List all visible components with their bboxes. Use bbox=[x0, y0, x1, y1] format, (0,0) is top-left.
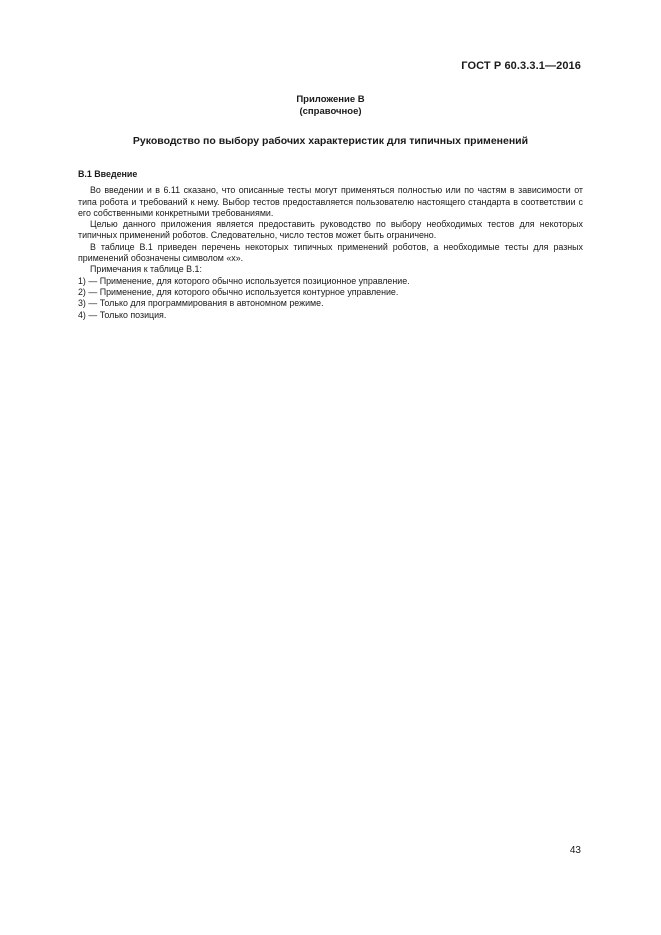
paragraph: Во введении и в 6.11 сказано, что описанные тесты могут применяться полностью или по частям в зависимости от типа робота и требований к нему. Выбор тестов предоставляется пользователю настоящего стандарта в соответствии с его собственными конкретными требованиями. bbox=[78, 185, 583, 218]
standard-code: ГОСТ Р 60.3.3.1—2016 bbox=[461, 60, 581, 72]
note-item: 2) — Применение, для которого обычно используется контурное управление. bbox=[78, 286, 399, 297]
note-item: 1) — Применение, для которого обычно используется позиционное управление. bbox=[78, 275, 410, 286]
paragraph: В таблице В.1 приведен перечень некоторых типичных применений роботов, а необходимые тесты для разных применений обозначены символом «х». bbox=[78, 241, 583, 264]
annex-heading bbox=[0, 94, 661, 118]
note-item: 4) — Только позиция. bbox=[78, 309, 167, 320]
section-heading: В.1 Введение bbox=[78, 169, 138, 179]
section-content bbox=[78, 169, 583, 321]
notes-intro: Примечания к таблице В.1: bbox=[90, 264, 202, 275]
annex-title: Руководство по выбору рабочих характеристик для типичных применений bbox=[132, 135, 529, 147]
note-item: 3) — Только для программирования в автономном режиме. bbox=[78, 298, 324, 309]
paragraph: Целью данного приложения является предоставить руководство по выбору необходимых тестов для некоторых типичных применений роботов. Следовательно, число тестов может быть ограничено. bbox=[78, 219, 583, 241]
annex-type: (справочное) bbox=[299, 106, 362, 117]
annex-label: Приложение В bbox=[296, 94, 365, 105]
page-number: 43 bbox=[569, 845, 581, 856]
